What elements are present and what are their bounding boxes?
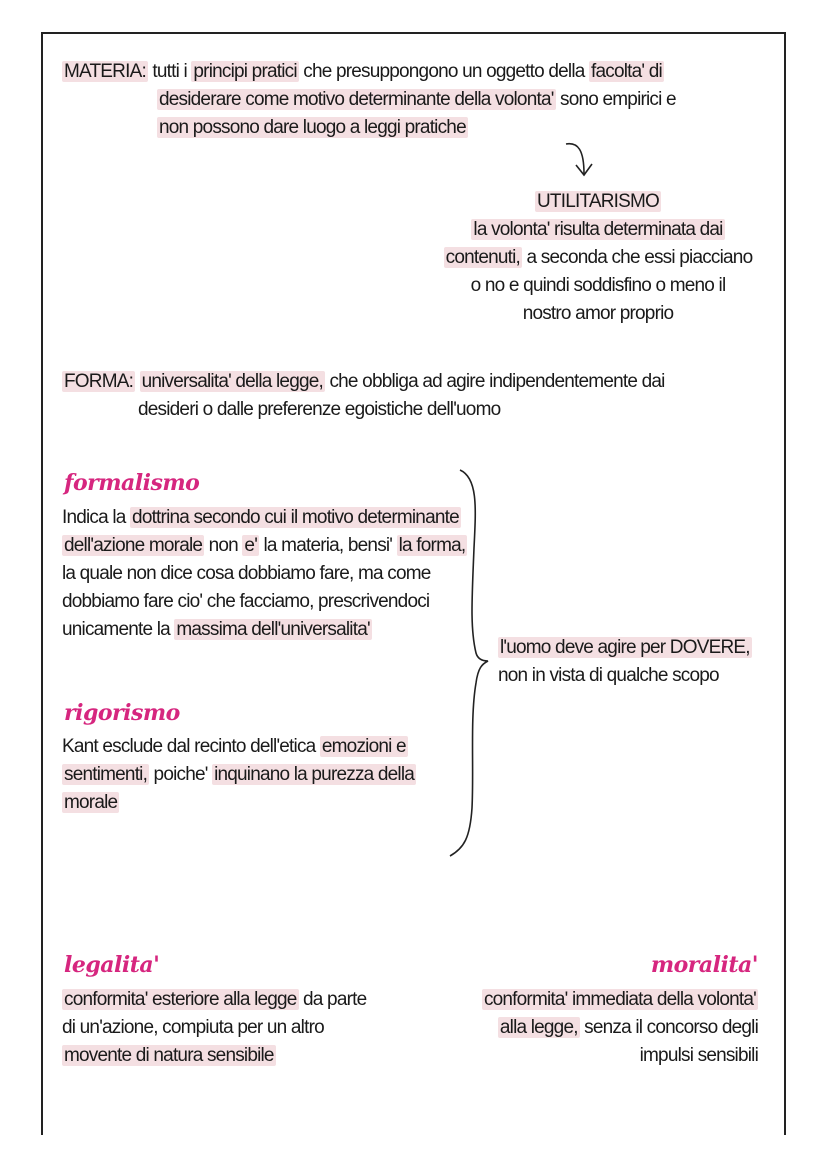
rigorismo-heading: rigorismo — [64, 700, 180, 726]
text: a seconda che essi piacciano — [522, 247, 753, 268]
text: che presuppongono un oggetto della — [298, 61, 590, 82]
text: senza il concorso degli — [579, 1017, 758, 1038]
text: desideri o dalle preferenze egoistiche dell'uomo — [138, 399, 501, 420]
text-line — [62, 560, 467, 588]
curly-brace — [448, 468, 498, 858]
highlighted-text: movente di natura sensibile — [64, 1045, 274, 1066]
highlighted-text: la forma, — [398, 535, 466, 556]
text: poiche' — [149, 764, 213, 785]
text-line — [438, 216, 758, 244]
highlighted-text: sentimenti, — [64, 764, 148, 785]
text-line — [62, 588, 467, 616]
highlighted-text: inquinano la purezza della — [214, 764, 415, 785]
highlighted-text: emozioni e — [321, 736, 406, 757]
highlighted-text: l'uomo deve agire per DOVERE, — [500, 637, 750, 658]
highlighted-text: conformita' immediata della volonta' — [483, 989, 756, 1010]
text-line — [62, 58, 676, 86]
text-line — [62, 733, 416, 761]
highlighted-text: principi pratici — [193, 61, 297, 82]
highlighted-text: non possono dare luogo a leggi pratiche — [159, 117, 466, 138]
text: Kant esclude dal recinto dell'etica — [62, 736, 320, 757]
text-line — [62, 1014, 366, 1042]
highlighted-text: MATERIA: — [64, 61, 146, 82]
text — [135, 371, 139, 392]
highlighted-text: conformita' esteriore alla legge — [64, 989, 297, 1010]
text: dobbiamo fare cio' che facciamo, prescrivendoci — [62, 591, 430, 612]
highlighted-text: universalita' della legge, — [141, 371, 323, 392]
moralita-heading: moralita' — [650, 952, 758, 978]
text-line — [62, 504, 467, 532]
page-border-top — [41, 32, 786, 34]
moralita-body — [482, 986, 758, 1070]
legalita-heading: legalita' — [64, 952, 160, 978]
highlighted-text: massima dell'universalita' — [176, 619, 370, 640]
highlighted-text: alla legge, — [499, 1017, 578, 1038]
text-line — [438, 188, 758, 216]
highlighted-text: contenuti, — [445, 247, 521, 268]
formalismo-heading: formalismo — [64, 470, 200, 496]
text: la materia, bensi' — [259, 535, 397, 556]
highlighted-text: desiderare come motivo determinante della volonta' — [159, 89, 554, 110]
text: sono empirici e — [555, 89, 676, 110]
text: non — [204, 535, 243, 556]
text-line — [62, 616, 467, 644]
text-line — [62, 789, 416, 817]
text: da parte — [298, 989, 367, 1010]
text: che obbliga ad agire indipendentemente dai — [324, 371, 665, 392]
text: nostro amor proprio — [522, 303, 674, 324]
text: tutti i — [147, 61, 192, 82]
text-line — [498, 662, 752, 690]
highlighted-text: dottrina secondo cui il motivo determinante — [132, 507, 459, 528]
text: non in vista di qualche scopo — [498, 665, 719, 686]
text: di un'azione, compiuta per un altro — [62, 1017, 324, 1038]
highlighted-text: UTILITARISMO — [537, 191, 659, 212]
text-line — [438, 244, 758, 272]
text-line — [62, 532, 467, 560]
text-line — [62, 368, 665, 396]
text-line — [482, 986, 758, 1014]
text-line — [438, 300, 758, 328]
page-border-left — [41, 32, 43, 1135]
text: Indica la — [62, 507, 131, 528]
page-border-right — [784, 32, 786, 1135]
text: o no e quindi soddisfino o meno il — [470, 275, 726, 296]
text: unicamente la — [62, 619, 175, 640]
text-line — [62, 761, 416, 789]
highlighted-text: facolta' di — [591, 61, 662, 82]
text-line — [498, 634, 752, 662]
text-line — [62, 86, 676, 114]
forma-section — [62, 368, 665, 424]
utilitarismo-section — [438, 188, 758, 328]
highlighted-text: morale — [64, 792, 118, 813]
highlighted-text: FORMA: — [64, 371, 134, 392]
text: impulsi sensibili — [639, 1045, 758, 1066]
text-line — [438, 272, 758, 300]
arrow-down-icon — [562, 138, 602, 180]
text-line — [62, 986, 366, 1014]
highlighted-text: e' — [244, 535, 258, 556]
legalita-body — [62, 986, 366, 1070]
text-line — [482, 1042, 758, 1070]
materia-section — [62, 58, 676, 142]
text-line — [62, 396, 665, 424]
text: la quale non dice cosa dobbiamo fare, ma come — [62, 563, 431, 584]
text-line — [482, 1014, 758, 1042]
dovere-section — [498, 634, 752, 690]
highlighted-text: la volonta' risulta determinata dai — [473, 219, 723, 240]
text-line — [62, 1042, 366, 1070]
rigorismo-body — [62, 733, 416, 817]
formalismo-body — [62, 504, 467, 644]
highlighted-text: dell'azione morale — [64, 535, 203, 556]
